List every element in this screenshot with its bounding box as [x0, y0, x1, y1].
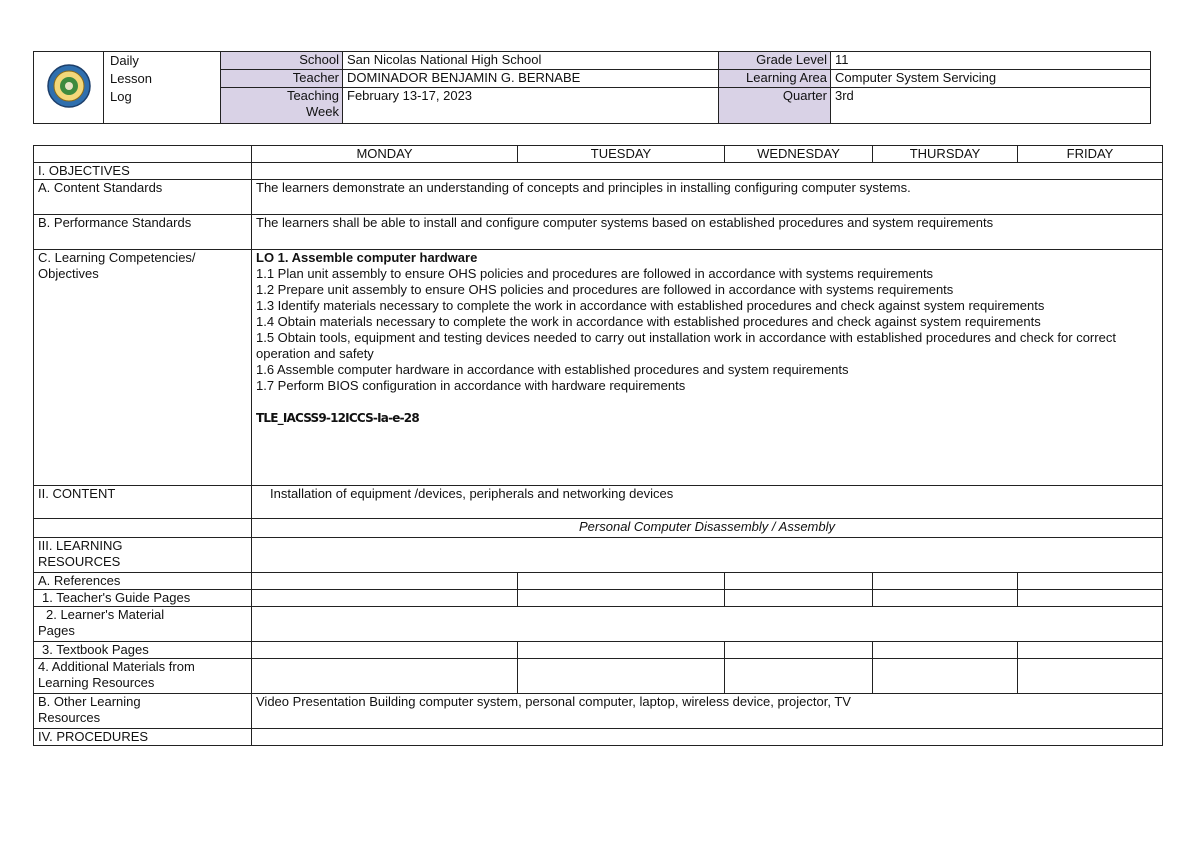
teaching-week-value: February 13-17, 2023: [343, 88, 719, 124]
learning-resources-label-1: III. LEARNING: [38, 538, 123, 553]
title-line-3: Log: [110, 89, 132, 104]
content-label: II. CONTENT: [34, 486, 252, 519]
additional-materials-label: [34, 659, 252, 694]
lm-pages-label: [34, 607, 252, 642]
additional-materials-tuesday: [518, 659, 725, 694]
textbook-pages-thursday: [873, 642, 1018, 659]
title-line-1: Daily: [110, 53, 139, 68]
tg-pages-wednesday: [725, 590, 873, 607]
objectives-label: I. OBJECTIVES: [34, 163, 252, 180]
quarter-label: Quarter: [719, 88, 831, 124]
quarter-value: 3rd: [831, 88, 1151, 124]
lm-pages-label-2: Pages: [38, 623, 75, 638]
textbook-pages-label: 3. Textbook Pages: [34, 642, 252, 659]
competency-spacer: [256, 394, 1158, 410]
document-title: [104, 52, 221, 124]
additional-materials-wednesday: [725, 659, 873, 694]
competencies-value: [252, 250, 1163, 486]
corner-cell: [34, 146, 252, 163]
tg-pages-thursday: [873, 590, 1018, 607]
teaching-week-label: [221, 88, 343, 124]
competencies-label-1: C. Learning Competencies/: [38, 250, 196, 265]
grade-level-value: 11: [831, 52, 1151, 70]
references-label: A. References: [34, 573, 252, 590]
references-wednesday: [725, 573, 873, 590]
learning-resources-value: [252, 538, 1163, 573]
teacher-label: Teacher: [221, 70, 343, 88]
school-seal-icon: [46, 63, 92, 109]
objectives-value: [252, 163, 1163, 180]
logo-cell: [34, 52, 104, 124]
tg-pages-monday: [252, 590, 518, 607]
lm-pages-label-1: 2. Learner's Material: [46, 607, 165, 622]
teacher-value: DOMINADOR BENJAMIN G. BERNABE: [343, 70, 719, 88]
performance-standards-value: The learners shall be able to install and configure computer systems based on established procedures and system requirements: [252, 215, 1163, 250]
header-table: [33, 51, 1151, 124]
competency-1-7: 1.7 Perform BIOS configuration in accordance with hardware requirements: [256, 378, 686, 393]
lesson-log-table: [33, 145, 1163, 746]
textbook-pages-friday: [1018, 642, 1163, 659]
school-value: San Nicolas National High School: [343, 52, 719, 70]
content-value: Installation of equipment /devices, peripherals and networking devices: [252, 486, 1163, 519]
day-header-friday: FRIDAY: [1018, 146, 1163, 163]
other-resources-value: Video Presentation Building computer system, personal computer, laptop, wireless device, projector, TV: [252, 694, 1163, 729]
additional-materials-thursday: [873, 659, 1018, 694]
learning-resources-label-2: RESOURCES: [38, 554, 121, 569]
learning-resources-label: [34, 538, 252, 573]
tg-pages-label: 1. Teacher's Guide Pages: [34, 590, 252, 607]
grade-level-label: Grade Level: [719, 52, 831, 70]
performance-standards-label: B. Performance Standards: [34, 215, 252, 250]
competency-1-4: 1.4 Obtain materials necessary to complete the work in accordance with established procedures and check against system requirements: [256, 314, 1041, 329]
teaching-week-label-2: Week: [306, 104, 339, 119]
learning-area-value: Computer System Servicing: [831, 70, 1151, 88]
lm-pages-value: [252, 607, 1163, 642]
competency-code: TLE_IACSS9-12ICCS-Ia-e-28: [256, 411, 419, 425]
additional-materials-label-2: Learning Resources: [38, 675, 155, 690]
procedures-label: IV. PROCEDURES: [34, 729, 252, 746]
references-tuesday: [518, 573, 725, 590]
other-resources-label: [34, 694, 252, 729]
competency-1-1: 1.1 Plan unit assembly to ensure OHS policies and procedures are followed in accordance with systems requirements: [256, 266, 934, 281]
competency-1-6: 1.6 Assemble computer hardware in accordance with established procedures and system requirements: [256, 362, 849, 377]
textbook-pages-tuesday: [518, 642, 725, 659]
school-label: School: [221, 52, 343, 70]
competencies-label: [34, 250, 252, 486]
references-monday: [252, 573, 518, 590]
other-resources-label-1: B. Other Learning: [38, 694, 141, 709]
textbook-pages-wednesday: [725, 642, 873, 659]
references-thursday: [873, 573, 1018, 590]
day-header-monday: MONDAY: [252, 146, 518, 163]
content-topic: Personal Computer Disassembly / Assembly: [252, 519, 1163, 538]
competency-1-2: 1.2 Prepare unit assembly to ensure OHS policies and procedures are followed in accordance with systems requirements: [256, 282, 954, 297]
day-header-wednesday: WEDNESDAY: [725, 146, 873, 163]
references-friday: [1018, 573, 1163, 590]
tg-pages-tuesday: [518, 590, 725, 607]
teaching-week-label-1: Teaching: [286, 88, 339, 103]
title-line-2: Lesson: [110, 71, 152, 86]
lo-title: LO 1. Assemble computer hardware: [256, 250, 478, 265]
textbook-pages-monday: [252, 642, 518, 659]
day-header-tuesday: TUESDAY: [518, 146, 725, 163]
procedures-value: [252, 729, 1163, 746]
additional-materials-label-1: 4. Additional Materials from: [38, 659, 195, 674]
content-standards-label: A. Content Standards: [34, 180, 252, 215]
other-resources-label-2: Resources: [38, 710, 101, 725]
content-standards-value: The learners demonstrate an understanding of concepts and principles in installing configuring computer systems.: [252, 180, 1163, 215]
competency-1-5: 1.5 Obtain tools, equipment and testing devices needed to carry out installation work in accordance with established procedures and check for correct operation and safety: [256, 330, 1116, 361]
tg-pages-friday: [1018, 590, 1163, 607]
competencies-label-2: Objectives: [38, 266, 99, 281]
day-header-thursday: THURSDAY: [873, 146, 1018, 163]
competency-1-3: 1.3 Identify materials necessary to complete the work in accordance with established procedures and check against system requirements: [256, 298, 1045, 313]
content-topic-label-cell: [34, 519, 252, 538]
learning-area-label: Learning Area: [719, 70, 831, 88]
additional-materials-friday: [1018, 659, 1163, 694]
additional-materials-monday: [252, 659, 518, 694]
